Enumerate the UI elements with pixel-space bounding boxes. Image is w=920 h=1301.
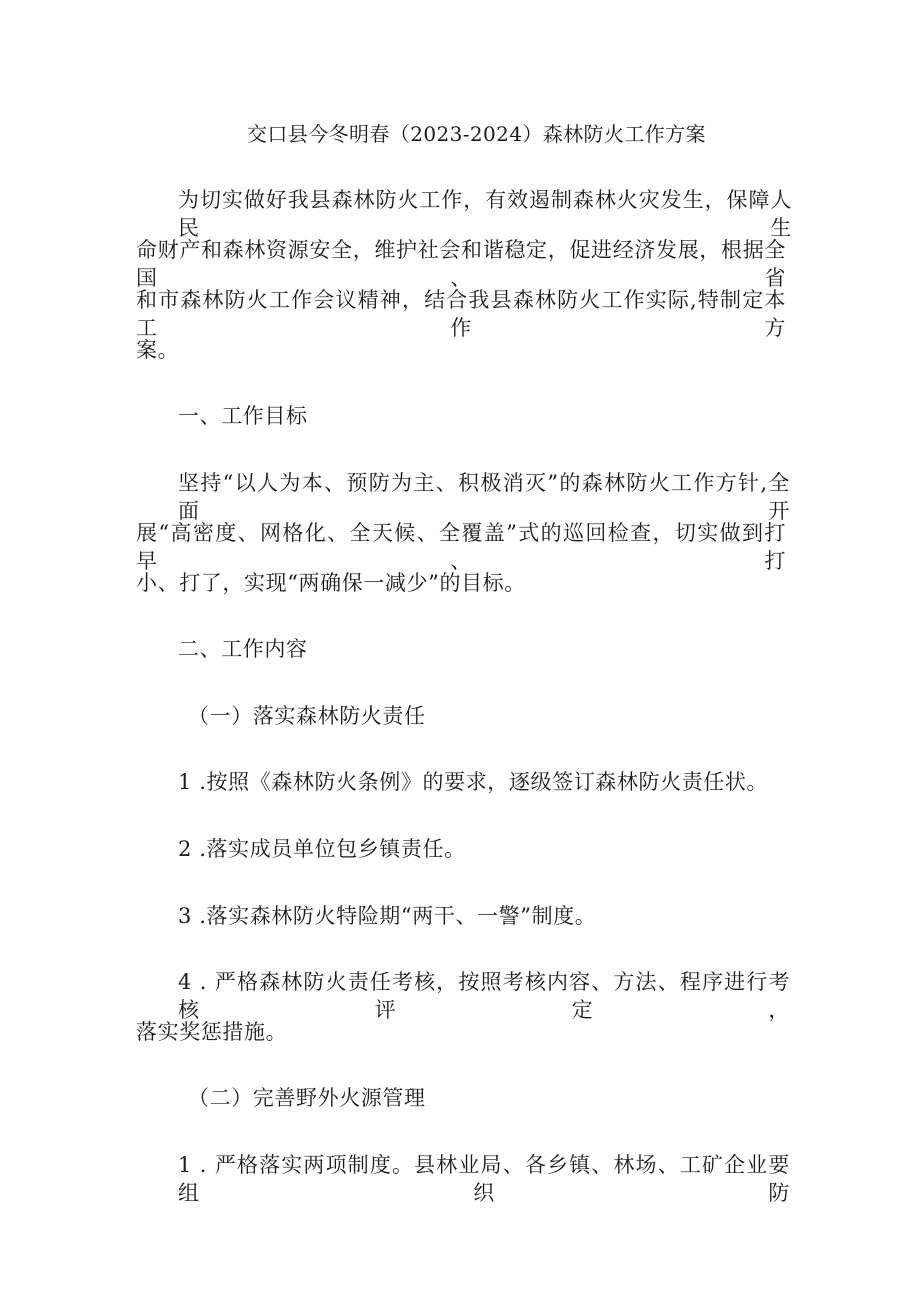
intro-line-1: 为切实做好我县森林防火工作，有效遏制森林火灾发生，保障人民生	[178, 188, 792, 240]
section-1-heading: 一、工作目标	[178, 404, 308, 428]
section-1-line-3: 小、打了，实现“两确保一减少”的目标。	[136, 571, 526, 595]
subsection-1-item-3: 3 .落实森林防火特险期“两干、一警”制度。	[178, 904, 597, 928]
subsection-1-heading: （一）落实森林防火责任	[188, 704, 426, 728]
intro-line-4: 案。	[136, 338, 180, 362]
subsection-2-heading: （二）完善野外火源管理	[188, 1086, 426, 1110]
section-1-line-2: 展“高密度、网格化、全天候、全覆盖”式的巡回检查，切实做到打早、打	[136, 521, 786, 573]
document-title: 交口县今冬明春（2023-2024）森林防火工作方案	[247, 122, 706, 146]
intro-line-3: 和市森林防火工作会议精神，结合我县森林防火工作实际,特制定本工作方	[136, 288, 786, 340]
subsection-1-item-2: 2 .落实成员单位包乡镇责任。	[178, 837, 466, 861]
intro-line-2: 命财产和森林资源安全，维护社会和谐稳定，促进经济发展，根据全国、省	[136, 238, 786, 290]
subsection-2-item-1: 1 . 严格落实两项制度。县林业局、各乡镇、林场、工矿企业要组织防	[178, 1153, 790, 1205]
subsection-1-item-4-line-2: 落实奖惩措施。	[136, 1020, 288, 1044]
subsection-1-item-4-line-1: 4 . 严格森林防火责任考核，按照考核内容、方法、程序进行考核评定，	[178, 970, 790, 1022]
subsection-1-item-1: 1 .按照《森林防火条例》的要求，逐级签订森林防火责任状。	[178, 770, 769, 794]
section-2-heading: 二、工作内容	[178, 637, 308, 661]
section-1-line-1: 坚持“以人为本、预防为主、积极消灭”的森林防火工作方针,全面开	[178, 471, 790, 523]
